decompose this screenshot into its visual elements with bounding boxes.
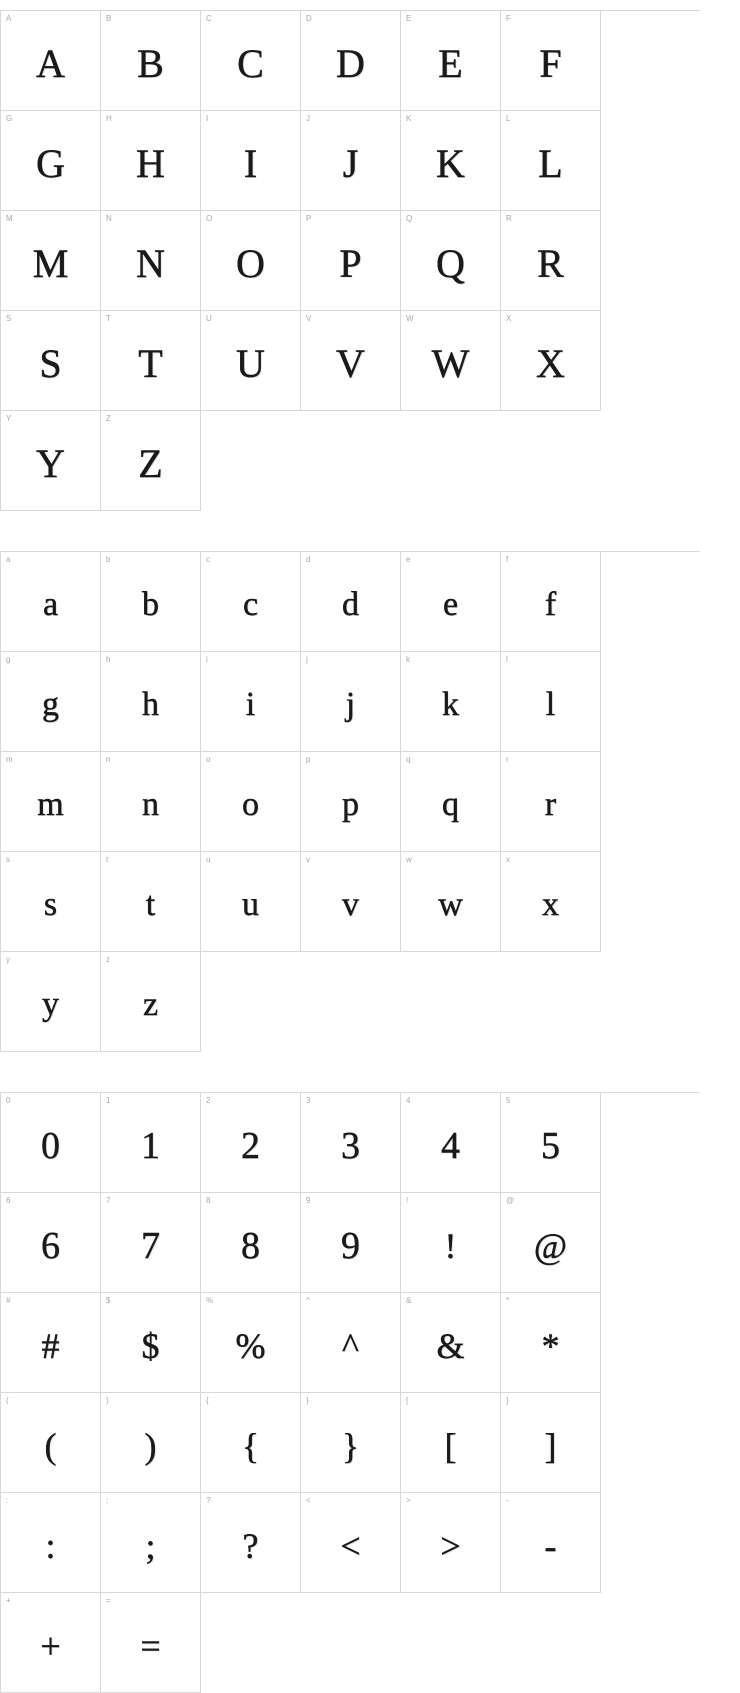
glyph-cell[interactable] bbox=[101, 1193, 201, 1293]
glyph-cell-character: 9 bbox=[341, 1224, 360, 1267]
glyph-cell[interactable] bbox=[301, 1093, 401, 1193]
glyph-cell[interactable] bbox=[101, 311, 201, 411]
glyph-cell-character: i bbox=[245, 685, 256, 723]
glyph-cell[interactable] bbox=[201, 1093, 301, 1193]
glyph-cell[interactable] bbox=[1, 752, 101, 852]
glyph-cell-character: ? bbox=[242, 1525, 259, 1566]
glyph-cell-character: U bbox=[236, 340, 265, 386]
glyph-cell[interactable] bbox=[301, 1193, 401, 1293]
glyph-cell-character: G bbox=[36, 140, 65, 186]
glyph-cell[interactable] bbox=[301, 1393, 401, 1493]
glyph-cell-code: ! bbox=[406, 1196, 409, 1205]
glyph-cell-code: t bbox=[106, 855, 109, 864]
glyph-cell-character: y bbox=[42, 985, 59, 1023]
glyph-cell[interactable] bbox=[101, 752, 201, 852]
glyph-cell[interactable] bbox=[201, 1193, 301, 1293]
glyph-cell-code: * bbox=[506, 1296, 510, 1305]
glyph-cell-code: T bbox=[106, 314, 112, 323]
block-spacer bbox=[0, 1052, 700, 1092]
glyph-cell-character: W bbox=[431, 340, 470, 386]
glyph-cell[interactable] bbox=[301, 852, 401, 952]
glyph-cell-character: r bbox=[544, 785, 557, 823]
glyph-cell-character: S bbox=[39, 340, 62, 386]
glyph-cell[interactable] bbox=[101, 111, 201, 211]
glyph-cell[interactable] bbox=[1, 1393, 101, 1493]
glyph-cell[interactable] bbox=[1, 1093, 101, 1193]
glyph-cell-character: I bbox=[243, 140, 258, 186]
glyph-cell-character: t bbox=[145, 885, 156, 923]
glyph-cell-code: c bbox=[206, 555, 211, 564]
glyph-cell-character: b bbox=[142, 585, 159, 623]
glyph-cell-character: m bbox=[37, 785, 64, 823]
glyph-cell-character: o bbox=[242, 785, 259, 823]
glyph-cell-code: B bbox=[106, 14, 112, 23]
glyph-cell[interactable] bbox=[101, 1593, 201, 1693]
glyph-cell-code: x bbox=[506, 855, 511, 864]
glyph-cell[interactable] bbox=[201, 311, 301, 411]
glyph-cell-character: M bbox=[32, 240, 69, 286]
glyph-cell-character: { bbox=[241, 1425, 260, 1466]
glyph-cell-character: Q bbox=[436, 240, 465, 286]
glyph-cell-character: $ bbox=[141, 1325, 160, 1366]
glyph-cell[interactable] bbox=[101, 652, 201, 752]
glyph-cell[interactable] bbox=[201, 1293, 301, 1393]
glyph-cell-character: % bbox=[235, 1325, 266, 1366]
glyph-cell[interactable] bbox=[401, 11, 501, 111]
glyph-cell-character: Y bbox=[36, 440, 65, 486]
glyph-cell[interactable] bbox=[1, 311, 101, 411]
glyph-cell-character: [ bbox=[444, 1425, 457, 1466]
glyph-cell-code: - bbox=[506, 1496, 509, 1505]
glyph-cell-code: # bbox=[6, 1296, 11, 1305]
glyph-cell-code: 1 bbox=[106, 1096, 111, 1105]
glyph-cell-code: $ bbox=[106, 1296, 111, 1305]
glyph-cell[interactable] bbox=[301, 752, 401, 852]
glyph-cell-character: a bbox=[42, 585, 59, 623]
glyph-cell-character: 8 bbox=[241, 1224, 260, 1267]
glyph-cell-code: l bbox=[506, 655, 508, 664]
glyph-cell[interactable] bbox=[1, 852, 101, 952]
glyph-cell[interactable] bbox=[301, 652, 401, 752]
glyph-cell-character: ] bbox=[544, 1425, 557, 1466]
glyph-cell[interactable] bbox=[301, 311, 401, 411]
glyph-cell-code: 0 bbox=[6, 1096, 11, 1105]
glyph-cell-character: 2 bbox=[241, 1124, 260, 1167]
glyph-cell[interactable] bbox=[201, 11, 301, 111]
glyph-cell-character: D bbox=[336, 40, 365, 86]
glyph-cell[interactable] bbox=[501, 11, 601, 111]
glyph-cell-character: ^ bbox=[342, 1325, 359, 1366]
glyph-cell[interactable] bbox=[501, 311, 601, 411]
glyph-cell-character: R bbox=[537, 240, 564, 286]
glyph-cell-code: m bbox=[6, 755, 13, 764]
glyph-cell[interactable] bbox=[401, 1193, 501, 1293]
glyph-cell-code: K bbox=[406, 114, 412, 123]
glyph-cell[interactable] bbox=[501, 211, 601, 311]
glyph-cell-code: 9 bbox=[306, 1196, 311, 1205]
glyph-cell[interactable] bbox=[501, 1493, 601, 1593]
glyph-cell[interactable] bbox=[201, 1493, 301, 1593]
glyph-cell-code: { bbox=[206, 1396, 209, 1405]
glyph-cell-character: H bbox=[136, 140, 165, 186]
glyph-cell-code: R bbox=[506, 214, 512, 223]
glyph-cell-character: e bbox=[442, 585, 459, 623]
glyph-cell-code: z bbox=[106, 955, 111, 964]
glyph-cell[interactable] bbox=[1, 1193, 101, 1293]
glyph-cell[interactable] bbox=[201, 852, 301, 952]
glyph-cell[interactable] bbox=[201, 111, 301, 211]
glyph-cell-character: n bbox=[142, 785, 159, 823]
glyph-cell[interactable] bbox=[101, 411, 201, 511]
glyph-cell-code: q bbox=[406, 755, 411, 764]
glyph-cell-code: > bbox=[406, 1496, 411, 1505]
glyph-cell-code: & bbox=[406, 1296, 412, 1305]
glyph-cell-code: i bbox=[206, 655, 208, 664]
glyph-cell-character: 5 bbox=[541, 1124, 560, 1167]
glyph-cell[interactable] bbox=[401, 752, 501, 852]
glyph-cell-character: Z bbox=[138, 440, 163, 486]
glyph-cell-code: N bbox=[106, 214, 112, 223]
glyph-cell-code: U bbox=[206, 314, 212, 323]
glyph-cell[interactable] bbox=[501, 1093, 601, 1193]
glyph-cell-code: g bbox=[6, 655, 11, 664]
glyph-cell-character: } bbox=[341, 1425, 360, 1466]
glyph-cell-character: < bbox=[340, 1525, 361, 1566]
glyph-cell-code: @ bbox=[506, 1196, 515, 1205]
glyph-cell-code: J bbox=[306, 114, 311, 123]
glyph-cell[interactable] bbox=[101, 1293, 201, 1393]
glyph-cell-code: G bbox=[6, 114, 13, 123]
glyph-cell-code: r bbox=[506, 755, 509, 764]
glyph-cell-code: b bbox=[106, 555, 111, 564]
glyph-cell[interactable] bbox=[301, 1293, 401, 1393]
glyph-cell[interactable] bbox=[501, 852, 601, 952]
glyph-cell-code: k bbox=[406, 655, 411, 664]
glyph-cell-code: ] bbox=[506, 1396, 509, 1405]
glyph-cell-character: A bbox=[36, 40, 65, 86]
glyph-cell-character: d bbox=[342, 585, 359, 623]
glyph-cell[interactable] bbox=[501, 111, 601, 211]
glyph-cell[interactable] bbox=[401, 211, 501, 311]
glyph-cell-code: W bbox=[406, 314, 414, 323]
glyph-cell-character: g bbox=[42, 685, 59, 723]
glyph-cell[interactable] bbox=[101, 552, 201, 652]
glyph-cell-code: p bbox=[306, 755, 311, 764]
glyph-cell-character: @ bbox=[533, 1225, 568, 1266]
glyph-cell-character: - bbox=[544, 1525, 557, 1566]
glyph-cell[interactable] bbox=[501, 1293, 601, 1393]
glyph-cell[interactable] bbox=[201, 752, 301, 852]
glyph-cell[interactable] bbox=[401, 552, 501, 652]
glyph-grid-digits-symbols bbox=[0, 1092, 700, 1693]
glyph-cell-code: P bbox=[306, 214, 312, 223]
glyph-cell-code: I bbox=[206, 114, 209, 123]
glyph-cell-code: j bbox=[306, 655, 308, 664]
glyph-cell-code: = bbox=[106, 1596, 111, 1605]
glyph-cell-character: = bbox=[140, 1625, 161, 1666]
glyph-cell[interactable] bbox=[501, 752, 601, 852]
glyph-cell[interactable] bbox=[301, 11, 401, 111]
glyph-cell[interactable] bbox=[201, 211, 301, 311]
glyph-cell-code: 3 bbox=[306, 1096, 311, 1105]
glyph-cell[interactable] bbox=[401, 652, 501, 752]
glyph-cell[interactable] bbox=[1, 11, 101, 111]
glyph-cell[interactable] bbox=[401, 1093, 501, 1193]
glyph-cell-code: M bbox=[6, 214, 13, 223]
glyph-cell-code: S bbox=[6, 314, 12, 323]
glyph-cell-character: 4 bbox=[441, 1124, 460, 1167]
glyph-cell-character: K bbox=[436, 140, 465, 186]
glyph-cell-character: p bbox=[342, 785, 359, 823]
glyph-cell-code: L bbox=[506, 114, 511, 123]
glyph-cell-character: E bbox=[438, 40, 463, 86]
glyph-cell-code: H bbox=[106, 114, 112, 123]
glyph-cell-character: V bbox=[336, 340, 365, 386]
glyph-cell[interactable] bbox=[501, 1193, 601, 1293]
glyph-cell-character: 1 bbox=[141, 1124, 160, 1167]
glyph-cell-code: F bbox=[506, 14, 512, 23]
glyph-cell[interactable] bbox=[401, 311, 501, 411]
glyph-cell-code: s bbox=[6, 855, 11, 864]
glyph-cell-character: u bbox=[242, 885, 259, 923]
glyph-cell[interactable] bbox=[1, 111, 101, 211]
glyph-cell-code: Y bbox=[6, 414, 12, 423]
glyph-cell[interactable] bbox=[401, 1293, 501, 1393]
glyph-cell-character: ! bbox=[444, 1225, 457, 1266]
glyph-cell-character: 6 bbox=[41, 1224, 60, 1267]
glyph-cell-code: ? bbox=[206, 1496, 211, 1505]
glyph-cell-code: } bbox=[306, 1396, 309, 1405]
glyph-cell-code: o bbox=[206, 755, 211, 764]
glyph-cell-character: B bbox=[137, 40, 164, 86]
glyph-cell-character: ( bbox=[44, 1425, 57, 1466]
glyph-cell-code: y bbox=[6, 955, 11, 964]
glyph-cell-character: : bbox=[45, 1525, 56, 1566]
glyph-cell-character: l bbox=[545, 685, 556, 723]
glyph-cell-character: T bbox=[138, 340, 163, 386]
glyph-cell[interactable] bbox=[301, 111, 401, 211]
glyph-cell[interactable] bbox=[201, 652, 301, 752]
glyph-cell[interactable] bbox=[1, 411, 101, 511]
glyph-cell[interactable] bbox=[1, 652, 101, 752]
glyph-cell-character: z bbox=[142, 985, 159, 1023]
glyph-cell-code: : bbox=[6, 1496, 9, 1505]
glyph-cell[interactable] bbox=[1, 1493, 101, 1593]
glyph-cell-code: h bbox=[106, 655, 111, 664]
glyph-cell-character: ) bbox=[144, 1425, 157, 1466]
glyph-cell[interactable] bbox=[301, 552, 401, 652]
glyph-cell[interactable] bbox=[101, 852, 201, 952]
glyph-cell[interactable] bbox=[101, 11, 201, 111]
glyph-cell-character: c bbox=[242, 585, 259, 623]
glyph-cell-code: Q bbox=[406, 214, 413, 223]
glyph-cell-character: P bbox=[339, 240, 362, 286]
glyph-cell[interactable] bbox=[1, 1293, 101, 1393]
glyph-cell-code: 8 bbox=[206, 1196, 211, 1205]
glyph-cell[interactable] bbox=[1, 1593, 101, 1693]
glyph-cell[interactable] bbox=[501, 652, 601, 752]
glyph-cell-code: V bbox=[306, 314, 312, 323]
glyph-cell-character: j bbox=[345, 685, 356, 723]
glyph-cell-character: N bbox=[136, 240, 165, 286]
glyph-cell[interactable] bbox=[401, 1493, 501, 1593]
glyph-cell-code: ; bbox=[106, 1496, 109, 1505]
glyph-cell-character: ; bbox=[145, 1525, 156, 1566]
top-spacer bbox=[0, 0, 700, 10]
glyph-cell-character: h bbox=[142, 685, 159, 723]
glyph-grid-lowercase bbox=[0, 551, 700, 1052]
glyph-cell-character: > bbox=[440, 1525, 461, 1566]
glyph-cell-code: 6 bbox=[6, 1196, 11, 1205]
glyph-cell-character: C bbox=[237, 40, 264, 86]
glyph-cell-code: ( bbox=[6, 1396, 9, 1405]
glyph-cell-code: 7 bbox=[106, 1196, 111, 1205]
glyph-cell-character: X bbox=[536, 340, 565, 386]
glyph-cell[interactable] bbox=[501, 1393, 601, 1493]
glyph-cell-code: A bbox=[6, 14, 12, 23]
glyph-cell-code: 2 bbox=[206, 1096, 211, 1105]
block-spacer bbox=[0, 511, 700, 551]
glyph-cell-code: v bbox=[306, 855, 311, 864]
glyph-cell[interactable] bbox=[101, 1093, 201, 1193]
glyph-cell-code: < bbox=[306, 1496, 311, 1505]
glyph-cell-character: J bbox=[342, 140, 359, 186]
glyph-cell-code: Z bbox=[106, 414, 112, 423]
glyph-cell-code: ) bbox=[106, 1396, 109, 1405]
glyph-cell-character: 3 bbox=[341, 1124, 360, 1167]
glyph-cell-character: v bbox=[342, 885, 359, 923]
glyph-cell-character: * bbox=[541, 1325, 560, 1366]
glyph-cell-character: w bbox=[438, 885, 463, 923]
glyph-cell-code: % bbox=[206, 1296, 214, 1305]
glyph-cell-code: 4 bbox=[406, 1096, 411, 1105]
glyph-cell-code: f bbox=[506, 555, 509, 564]
glyph-cell[interactable] bbox=[401, 111, 501, 211]
glyph-cell[interactable] bbox=[101, 211, 201, 311]
glyph-cell-code: [ bbox=[406, 1396, 409, 1405]
glyph-cell[interactable] bbox=[1, 211, 101, 311]
glyph-cell-code: w bbox=[406, 855, 412, 864]
glyph-cell[interactable] bbox=[101, 1393, 201, 1493]
glyph-cell-character: s bbox=[43, 885, 58, 923]
glyph-cell-code: u bbox=[206, 855, 211, 864]
glyph-cell-code: X bbox=[506, 314, 512, 323]
glyph-cell[interactable] bbox=[201, 1393, 301, 1493]
glyph-cell[interactable] bbox=[1, 552, 101, 652]
glyph-cell-character: 0 bbox=[41, 1124, 60, 1167]
glyph-cell[interactable] bbox=[201, 552, 301, 652]
glyph-cell-character: + bbox=[40, 1625, 61, 1666]
glyph-cell[interactable] bbox=[401, 852, 501, 952]
glyph-cell-character: q bbox=[442, 785, 459, 823]
glyph-cell-code: a bbox=[6, 555, 11, 564]
glyph-cell[interactable] bbox=[301, 211, 401, 311]
glyph-cell-code: C bbox=[206, 14, 212, 23]
glyph-cell-character: 7 bbox=[141, 1224, 160, 1267]
glyph-cell-code: e bbox=[406, 555, 411, 564]
glyph-cell-character: f bbox=[544, 585, 557, 623]
glyph-cell[interactable] bbox=[1, 952, 101, 1052]
glyph-cell[interactable] bbox=[101, 952, 201, 1052]
glyph-cell[interactable] bbox=[101, 1493, 201, 1593]
glyph-cell-code: + bbox=[6, 1596, 11, 1605]
glyph-cell-character: O bbox=[236, 240, 265, 286]
glyph-cell-code: ^ bbox=[306, 1296, 310, 1305]
glyph-cell-code: 5 bbox=[506, 1096, 511, 1105]
glyph-cell-code: D bbox=[306, 14, 312, 23]
glyph-cell-character: & bbox=[436, 1325, 465, 1366]
glyph-cell-character: k bbox=[442, 685, 459, 723]
glyph-cell-code: n bbox=[106, 755, 111, 764]
glyph-cell-character: x bbox=[542, 885, 559, 923]
glyph-cell-character: L bbox=[538, 140, 563, 186]
glyph-cell[interactable] bbox=[401, 1393, 501, 1493]
glyph-cell[interactable] bbox=[501, 552, 601, 652]
glyph-cell-code: O bbox=[206, 214, 213, 223]
glyph-grid-uppercase bbox=[0, 10, 700, 511]
glyph-cell-code: E bbox=[406, 14, 412, 23]
glyph-cell-code: d bbox=[306, 555, 311, 564]
glyph-cell[interactable] bbox=[301, 1493, 401, 1593]
glyph-cell-character: # bbox=[41, 1325, 60, 1366]
glyph-cell-character: F bbox=[539, 40, 562, 86]
